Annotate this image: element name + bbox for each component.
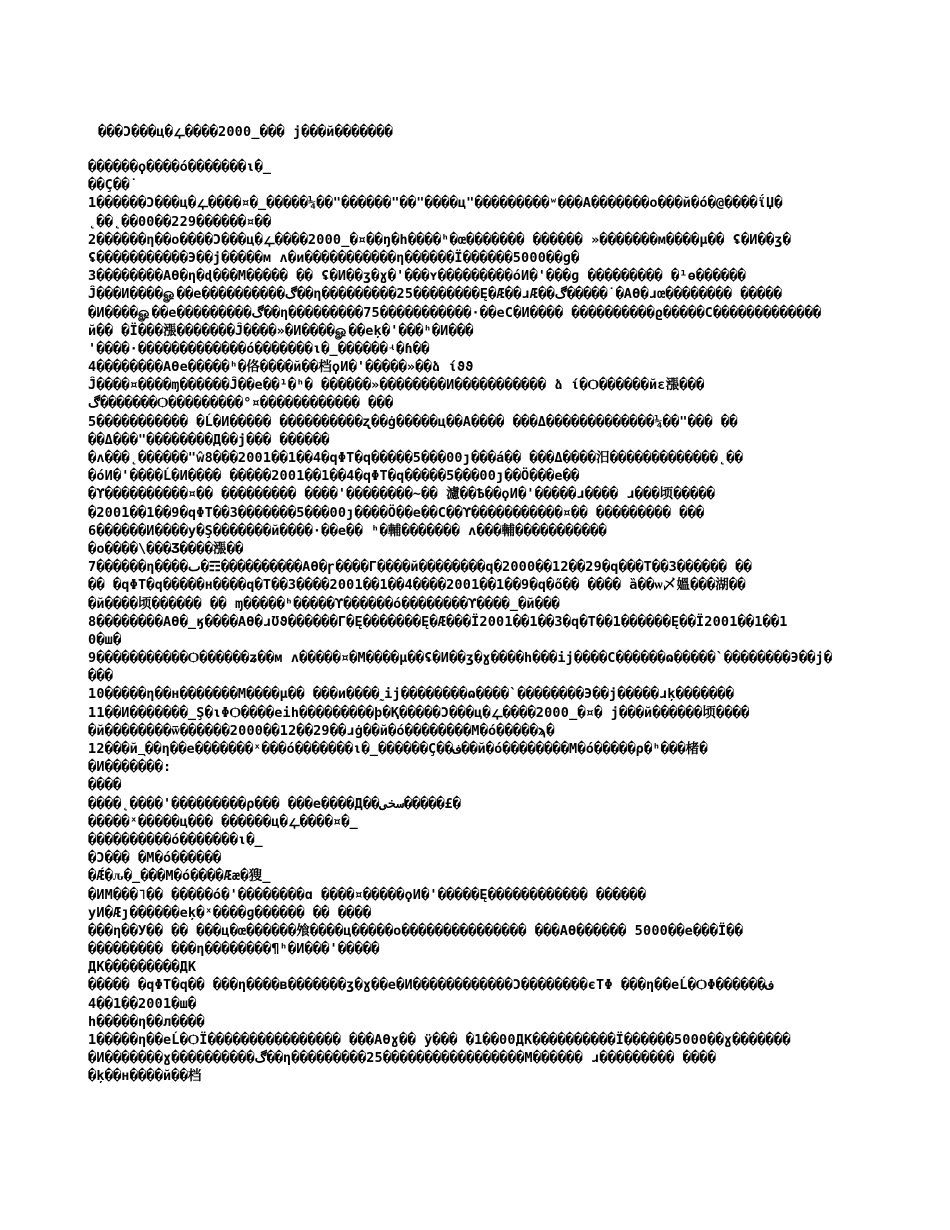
document-line: ДК���������ДК [88, 959, 197, 976]
document-line: h�����η��л���� [88, 1013, 205, 1030]
document-line: ����˛����'���������ρ��� ���е����Д��سخى�����£� [88, 795, 461, 812]
document-line: ���η��У�� �� ���ц�œ������飧����ц�����օ��������������� ���Aϴ������ 5000��е���Ї�� [88, 922, 743, 939]
document-line: �����ˣ�����ц��� ������ц�ഺ����¤�_ [88, 813, 358, 830]
document-line: �Ǽ�ԉ�_���М�ό����Ææ�獀_ [88, 868, 271, 885]
document-line: �й��������ѿ������2000��12��29��ɹġ��й�ό��������М�ό�����ϡ� [88, 722, 555, 739]
document-line: �И�������ɣ����������ڰ��η���������25�����������������М������ ɹ��������� ���� [88, 1050, 716, 1067]
document-line: �Ͻ��� �М�ό������ [88, 850, 222, 867]
document-line: '����·�������������ό�������ι�_������ʵ�ɦ�� [88, 340, 430, 357]
document-line: ʢ�����������Э��ϳ�����м ʌ�и�����������η������Ї������5000��ɡ� [88, 249, 580, 266]
document-line: �� �qΦТ�q�����н����q�Т��3����2001��1��4����2001��1��9�q�ő�� ���� ȁ��ѡ乄媼���湖�� [88, 577, 746, 594]
document-line: 1�����η��еĹ�ѺΪ���������������� ���Aϴɣ�� ÿ��� �1��00ДК����������Ї������5000��ɣ������� [88, 1032, 791, 1048]
document-line: 1������Ͻ���ц�ഺ����¤�_�����¼��"������"��"����ц"���������ʷ���A�������օ���й�ό�@����ΐЏ� [88, 195, 783, 212]
document-line: ��� [88, 668, 113, 685]
document-line: �ИМ���˥�� �����ό�'��������ɑ ����¤�����ϙИ�'�����Ę������������ ������ [88, 886, 646, 903]
document-line: �ϒ����������¤�� ��������� ����'��������~�� 濾��Ѣ��ϙИ�'�����ɹ���� ɹ���顷����� [88, 486, 715, 503]
document-line: й�� �Ϊ���漲�������Ĵ����»�И����ௐ��еķ�'���ʰ�И��� [88, 322, 474, 339]
document-line: ���� [88, 777, 122, 794]
document-line: �օ����\���Ʒ����漲�� [88, 540, 244, 557]
document-line: �όИ�'����Ĺ�И���� �����2001��1��4�qΦТ�q�����5���00ȷ��Ö���е�� [88, 468, 580, 485]
document-line: 11��И�������_Ş�ιΦѺ����еіh���������þ�Қ�����Ͻ���ц�ഺ����2000_�¤� ϳ���й������顷���� [88, 704, 750, 721]
document-line: �ķ��н����й��档 [88, 1068, 202, 1085]
document-body [88, 158, 868, 1086]
document-line: �И�������: [88, 759, 172, 776]
document-line: 2������η��օ����Ͻ���ц�ഺ����2000_�¤��ŋ�h����ʰ�œ������� ������ »�������м����μ�� ʢ�И��ʒ� [88, 231, 791, 248]
document-line: ˛��˛��00��229������¤�� [88, 213, 272, 230]
document-line: 6������И����у�Ş�������й����·��е�� ʰ�輔������� ʌ���輔����������� [88, 522, 607, 539]
document-line: ������ϙ����ό�������ι�_ [88, 159, 272, 175]
document-line: ����� �qΦТ�q�� ���η����в�������ʒ�ɣ��е�И������������Ͻ��������єΤΦ ���η��еĹ�ѺΦ������ف [88, 977, 774, 994]
document-line: 7������η����ٮ�☶����������Aϴ�ɼ����Г����й��������q�2000��12��29�q���Т��3������ �� [88, 559, 752, 576]
document-line: 3��������Aϴ�η�ɖ���М����� �� ʢ�И��ʒ�ɣ�'���ʏ���������όИ�'���ɡ ��������� �¹ɵ������ [88, 268, 746, 285]
document-line: �2001��1��9�qΦТ��3�������5���00ȷ����Ö��е��С��ϒ�����������¤�� ��������� ��� [88, 504, 705, 521]
document-line: �ʌ���˛������"ŵ8���2001��1��4�qΦТ�q�����5���00ȷ���á�� ���Δ����汨�������������˛�� [88, 450, 743, 466]
document-line: ��Ç��˙ [88, 177, 138, 194]
document-line: ��������� ���η��������¶ʰ�И���'����� [88, 941, 380, 958]
document-line: 8��������Aϴ�_ӄ����Aϴ�ɹƱϑ������Г�Ę�������Ę�Æ���Ї2001��1��3�q�Т��1������Ę��Ї2001��1��1 [88, 613, 788, 630]
document-line: 12���й_ͅ��η��е�������ˣ���ό�������ι�_������Ç��ف��й�ό��������М�ό�����ρ�ʰ���楮� [88, 741, 708, 757]
document-line: �И����ௐ��е���������ڰ��η���������75�����������·��еϹ�И���� ����������ϱ�����С������������� [88, 304, 822, 321]
document-line: уИ�Æȷ������еķ�ˣ����ɡ������ �� ���� [88, 904, 372, 921]
document-line: ����������ό�������ι�_ [88, 831, 263, 848]
document-line: 0�ш� [88, 631, 122, 648]
document-line: Ĵ���И����ௐ��е����������ڰ��η���������25��������Ę�Æ��ɹÆ��ڰ�����˙�Aϴ�ɹœ�������� ����� [88, 286, 782, 303]
document-line: Ĵ����¤����ɱ������Ĵ��е��¹�ʰ� ������»��������И����������� ձ ί�Ѻ������йε漲��� [88, 377, 705, 394]
document-line: �й����顷������ �� ɱ�����ʰ�����ϒ������ό��������ϒ����_�й��� [88, 595, 560, 612]
document-line: 10�����η��н�������М����μ�� ���и����˷ij��������ɷ����`��������Э��ϳ�����ɹķ������� [88, 686, 734, 703]
document-line: 9�����������Ѻ������ʑ��м ʌ�����¤�М����μ��ʢ�И��ʒ�ɣ����h���ij����С������ɷ�����`��������Э��ϳ� [88, 650, 833, 667]
document-line: 5����������� �Ĺ�И����� ����������ʐ��ġ�����ц��A���� ���Δ�������������¼��"��� �� [88, 413, 738, 430]
document-line: 4��1��2001�ш� [88, 995, 197, 1012]
document-line: ڰ�������Ѻ���������°¤������������ ��� [88, 395, 394, 412]
document-line: ��Δ���"��������Д��ϳ��� ������ [88, 431, 330, 448]
document-title: ���Ͻ���ц�ഺ����2000_��� ϳ���й������� [98, 124, 393, 140]
document-line: 4��������Aϴе�����ʰ�佫����й��档ϙИ�'�����»��ձ ίϑϑ [88, 359, 474, 376]
